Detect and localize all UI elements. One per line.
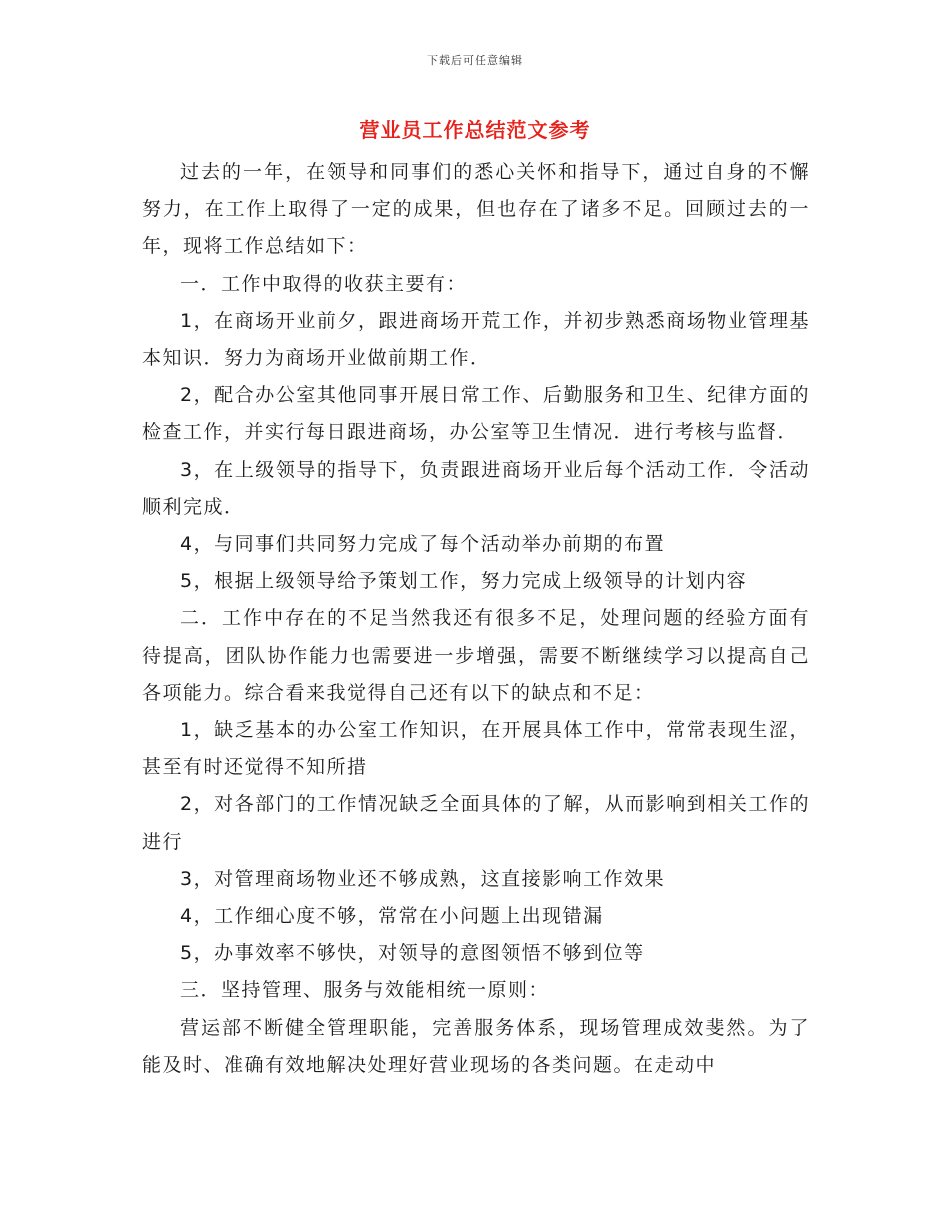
paragraph-operations: 营运部不断健全管理职能，完善服务体系，现场管理成效斐然。为了能及时、准确有效地解决处理好营业现场的各类问题。在走动中 — [142, 1016, 810, 1076]
list-item: 2，配合办公室其他同事开展日常工作、后勤服务和卫生、纪律方面的检查工作，并实行每日跟进商场，办公室等卫生情况．进行考核与监督． — [142, 384, 810, 444]
section-heading-shortcomings: 二．工作中存在的不足当然我还有很多不足，处理问题的经验方面有待提高，团队协作能力也需要进一步增强，需要不断继续学习以提高自己各项能力。综合看来我觉得自己还有以下的缺点和不足： — [142, 607, 810, 704]
section-heading-principle: 三．坚持管理、服务与效能相统一原则： — [180, 979, 550, 1002]
list-item: 5，根据上级领导给予策划工作，努力完成上级领导的计划内容 — [180, 570, 748, 593]
list-item: 3，在上级领导的指导下，负责跟进商场开业后每个活动工作．令活动顺利完成． — [142, 458, 810, 518]
list-item: 3，对管理商场物业还不够成熟，这直接影响工作效果 — [180, 867, 666, 890]
list-item: 2，对各部门的工作情况缺乏全面具体的了解，从而影响到相关工作的进行 — [142, 793, 810, 853]
list-item: 1，在商场开业前夕，跟进商场开荒工作，并初步熟悉商场物业管理基本知识．努力为商场开业做前期工作． — [142, 309, 810, 370]
list-item: 4，与同事们共同努力完成了每个活动举办前期的布置 — [180, 533, 666, 556]
document-body — [142, 154, 810, 1084]
list-item: 5，办事效率不够快，对领导的意图领悟不够到位等 — [180, 942, 645, 965]
paragraph-intro: 过去的一年，在领导和同事们的悉心关怀和指导下，通过自身的不懈努力，在工作上取得了一定的成果，但也存在了诸多不足。回顾过去的一年，现将工作总结如下： — [142, 161, 810, 258]
document-title: 营业员工作总结范文参考 — [359, 118, 591, 142]
list-item: 4，工作细心度不够，常常在小问题上出现错漏 — [180, 905, 604, 928]
header-note: 下载后可任意编辑 — [427, 54, 523, 67]
section-heading-gains: 一．工作中取得的收获主要有： — [180, 272, 468, 295]
list-item: 1，缺乏基本的办公室工作知识，在开展具体工作中，常常表现生涩，甚至有时还觉得不知所措 — [142, 719, 810, 779]
